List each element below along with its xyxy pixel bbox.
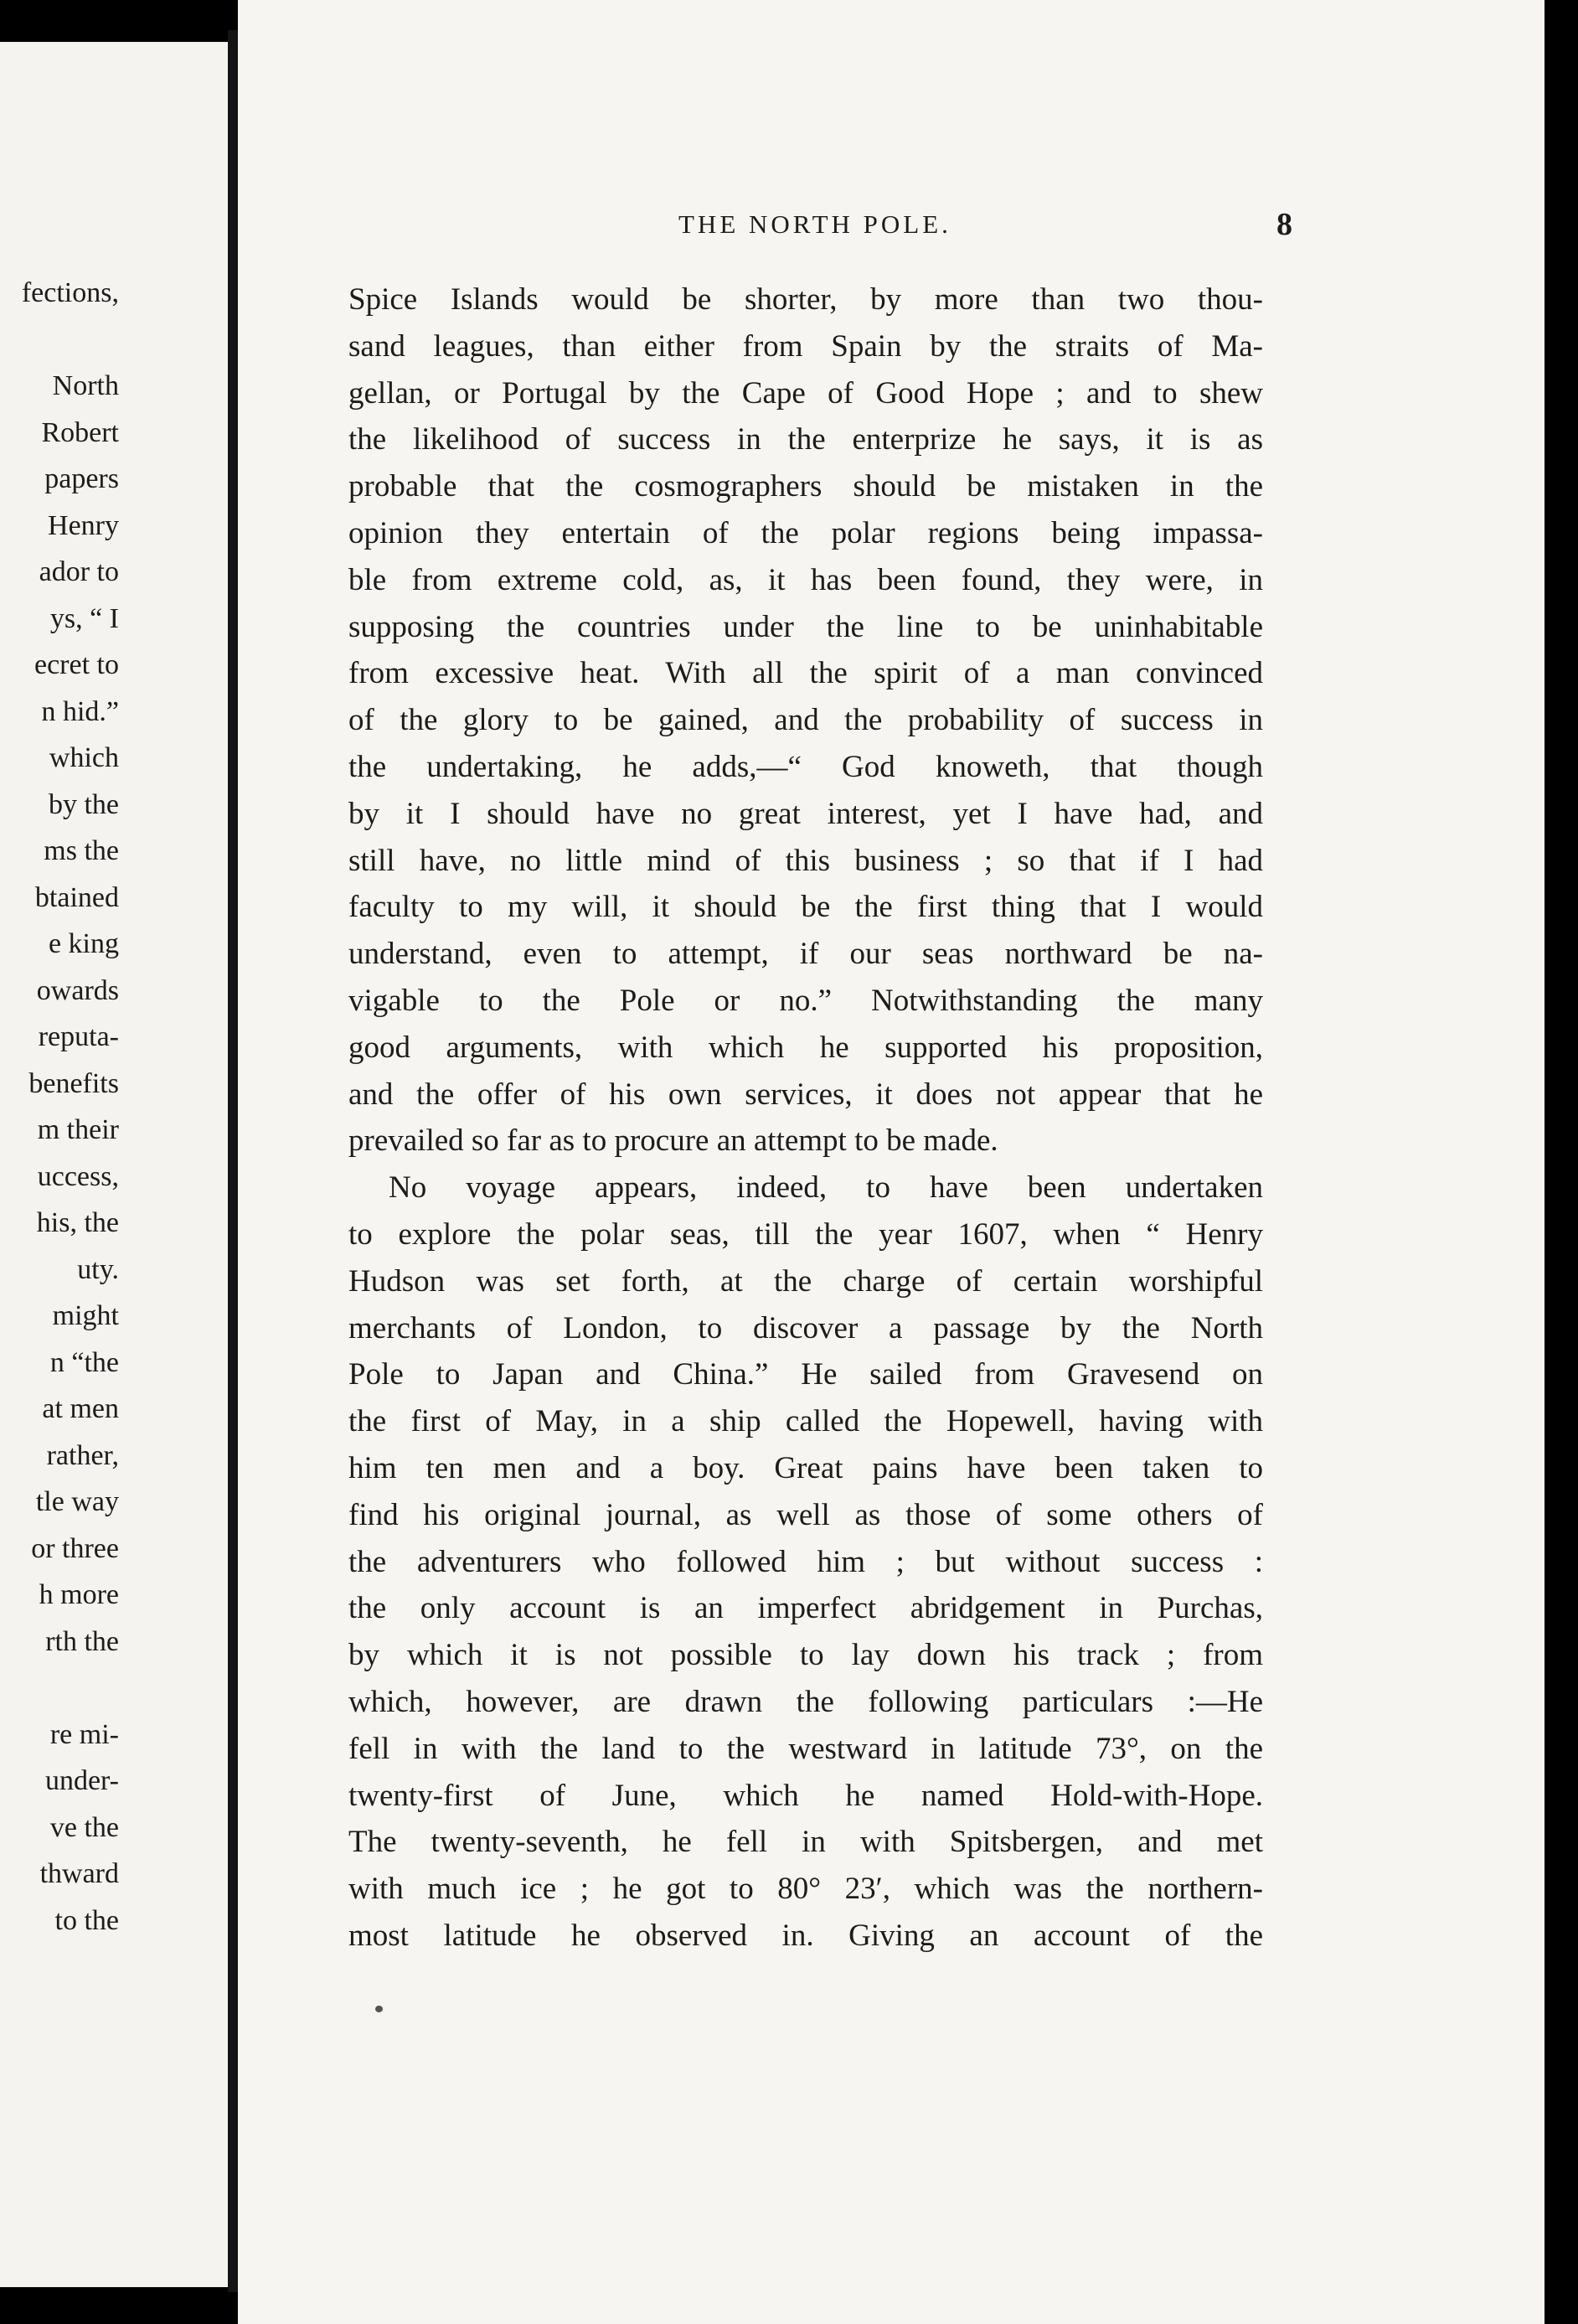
text-line: by it I should have no great interest, yet I have had, and [348,796,1263,831]
left-line: Robert [41,416,119,448]
left-line: ms the [44,835,119,866]
scan-border [1544,0,1578,2324]
left-line: uty. [77,1253,119,1285]
left-line: m their [37,1114,119,1145]
text-line: from excessive heat. With all the spirit of a man convinced [348,656,1263,691]
text-line: The twenty-seventh, he fell in with Spitsbergen, and met [348,1825,1263,1860]
left-line: e king [48,928,119,959]
left-line: might [52,1300,119,1331]
running-head: THE NORTH POLE. [678,209,951,239]
left-line: btained [34,881,119,913]
left-line: ador to [39,556,119,587]
left-page [0,42,233,2287]
text-line: Hudson was set forth, at the charge of certain worshipful [348,1263,1263,1299]
left-page-text [7,270,119,1944]
left-line: ys, “ I [49,602,119,634]
left-line: which [49,742,119,773]
left-line: uccess, [37,1160,119,1192]
text-line: find his original journal, as well as those of some others of [348,1497,1263,1532]
text-line: opinion they entertain of the polar regions being impassa- [348,515,1263,550]
text-line: fell in with the land to the westward in latitude 73°, on the [348,1731,1263,1766]
text-line: vigable to the Pole or no.” Notwithstanding the many [348,983,1263,1018]
left-line: his, the [36,1207,119,1238]
text-line: faculty to my will, it should be the first thing that I would [348,890,1263,925]
left-line: rth the [45,1625,119,1657]
left-line: n “the [49,1346,119,1378]
text-line: gellan, or Portugal by the Cape of Good Hope ; and to shew [348,375,1263,411]
text-line: and the offer of his own services, it does not appear that he [348,1077,1263,1112]
text-line: most latitude he observed in. Giving an account of the [348,1918,1263,1953]
page-number: 8 [1276,207,1292,242]
text-line: supposing the countries under the line to be uninhabitable [348,609,1263,644]
left-line: ve the [49,1811,119,1843]
text-line: Spice Islands would be shorter, by more than two thou- [348,282,1263,317]
body-text [348,276,1263,1960]
text-line: prevailed so far as to procure an attempt to be made. [348,1123,998,1159]
text-line: the only account is an imperfect abridgement in Purchas, [348,1591,1263,1626]
text-line: which, however, are drawn the following particulars :—He [348,1684,1263,1719]
left-line: or three [31,1532,119,1564]
left-line: reputa- [38,1021,119,1052]
right-page [238,0,1544,2324]
text-line: ble from extreme cold, as, it has been found, they were, in [348,562,1263,597]
text-line: the first of May, in a ship called the Hopewell, having with [348,1404,1263,1439]
text-line: still have, no little mind of this business ; so that if I had [348,843,1263,878]
left-line: ecret to [34,649,119,680]
text-line: the undertaking, he adds,—“ God knoweth, that though [348,749,1263,784]
left-line: at men [42,1393,119,1424]
left-line: tle way [35,1486,119,1517]
left-line: owards [36,974,119,1006]
left-line: benefits [28,1067,119,1099]
text-line: to explore the polar seas, till the year 1607, when “ Henry [348,1216,1263,1252]
left-line: fections, [21,277,119,308]
text-line: good arguments, with which he supported his proposition, [348,1030,1263,1065]
left-line: rather, [46,1439,119,1471]
text-line: sand leagues, than either from Spain by the straits of Ma- [348,328,1263,364]
text-line: of the glory to be gained, and the probability of success in [348,703,1263,738]
book-gutter [228,30,238,2292]
text-line: merchants of London, to discover a passage by the North [348,1310,1263,1345]
left-line: Henry [48,509,119,541]
text-line: understand, even to attempt, if our seas northward be na- [348,937,1263,972]
text-line: with much ice ; he got to 80° 23′, which was the northern- [348,1872,1263,1907]
left-line: h more [39,1579,119,1610]
left-line: under- [44,1765,119,1796]
left-line: re mi- [49,1718,119,1750]
text-line: Pole to Japan and China.” He sailed from Gravesend on [348,1357,1263,1392]
text-line: No voyage appears, indeed, to have been undertaken [389,1170,1263,1206]
text-line: the adventurers who followed him ; but without success : [348,1544,1263,1579]
left-line: North [52,370,119,401]
text-line: him ten men and a boy. Great pains have been taken to [348,1450,1263,1485]
text-line: by which it is not possible to lay down his track ; from [348,1638,1263,1673]
text-line: probable that the cosmographers should be mistaken in the [348,469,1263,504]
left-line [7,1665,119,1712]
ink-smudge [375,2006,383,2012]
left-line: by the [48,788,119,820]
left-line: n hid.” [41,695,119,727]
left-line: to the [54,1904,119,1936]
left-line [7,317,119,364]
text-line: the likelihood of success in the enterprize he says, it is as [348,422,1263,457]
left-line: papers [44,463,119,494]
left-line: thward [39,1858,119,1889]
text-line: twenty-first of June, which he named Hold-with-Hope. [348,1778,1263,1813]
